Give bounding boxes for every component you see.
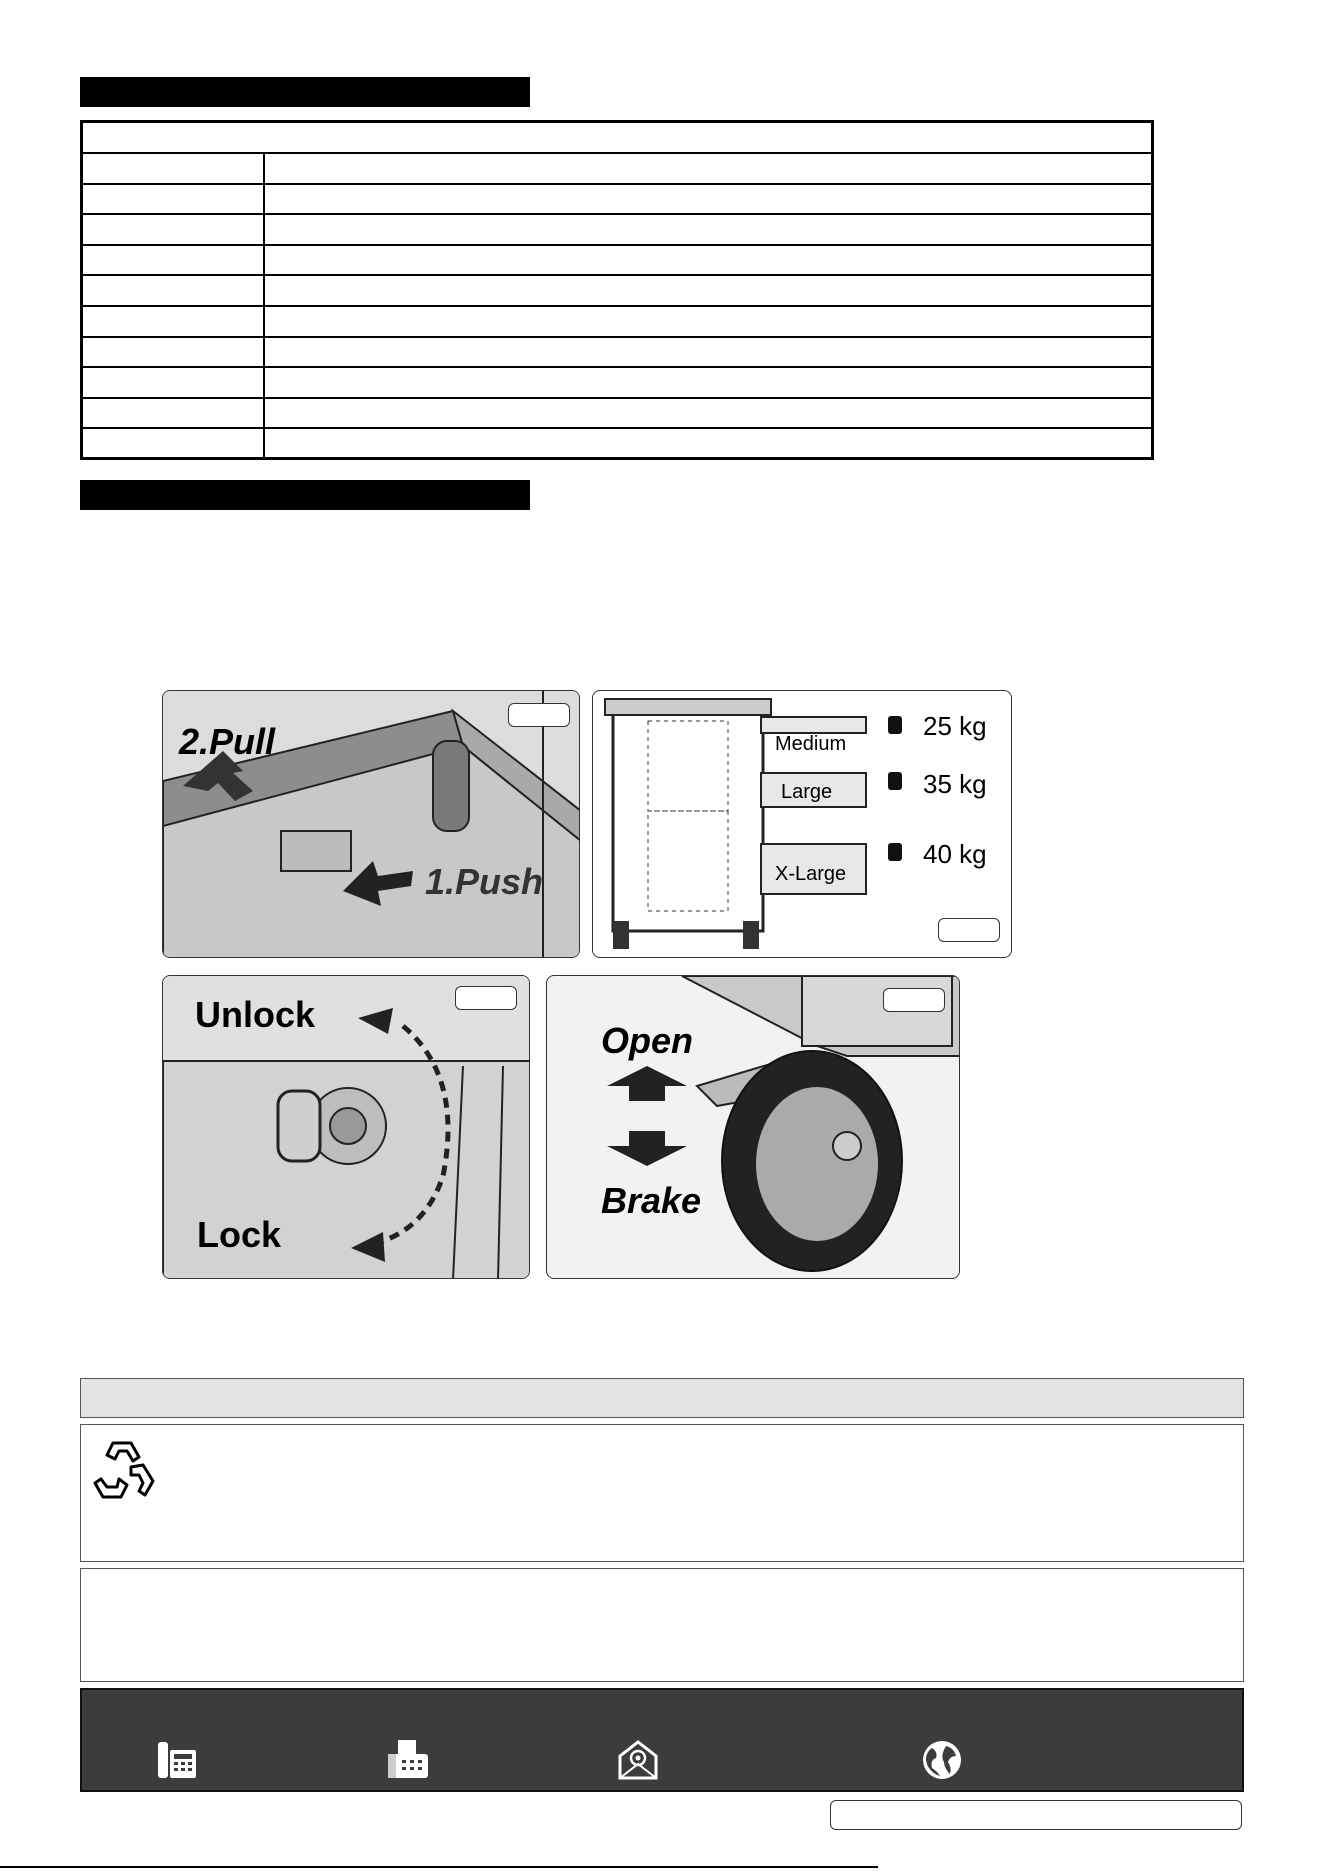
open-label: Open [601,1020,694,1061]
pull-label: 2.Pull [179,721,276,762]
lock-label: Lock [197,1214,282,1255]
specification-table-header [83,123,1151,154]
recycle-icon [91,1435,161,1505]
table-row [83,368,1151,399]
fax-icon [384,1738,430,1782]
recycling-info-box [80,1424,1244,1562]
figure-drawer-release [162,690,580,958]
table-row [83,429,1151,460]
contact-footer [80,1688,1244,1792]
brake-label: Brake [601,1180,702,1221]
drawer-name-medium: Medium [775,733,847,755]
figure-number-box [883,988,945,1012]
drawer-load-large: 35 kg [923,769,987,799]
note-box [80,1568,1244,1682]
table-row [83,399,1151,430]
figure-drawer-loads [592,690,1012,958]
reference-box [830,1800,1242,1830]
drawer-load-x-large: 40 kg [923,839,987,869]
figure-number-box [938,918,1000,942]
push-label: 1.Push [425,861,544,902]
table-row [83,215,1151,246]
telephone-icon [156,1738,200,1782]
figure-number-box [508,703,570,727]
section-header-bar-operation [80,480,530,510]
specification-table [80,120,1154,460]
section-header-bar-specification [80,77,530,107]
drawer-name-x-large: X-Large [775,863,847,885]
globe-icon [920,1738,964,1782]
environment-protection-band [80,1378,1244,1418]
figure-number-box [455,986,517,1010]
table-row [83,307,1151,338]
table-row [83,338,1151,369]
table-row [83,154,1151,185]
table-row [83,185,1151,216]
table-row [83,246,1151,277]
email-icon [616,1738,660,1782]
table-row [83,276,1151,307]
drawer-name-large: Large [781,781,833,803]
drawer-load-medium: 25 kg [923,711,987,741]
unlock-label: Unlock [195,994,316,1035]
figure-castor-brake [546,975,960,1279]
figure-lock [162,975,530,1279]
bottom-rule [0,1866,878,1868]
